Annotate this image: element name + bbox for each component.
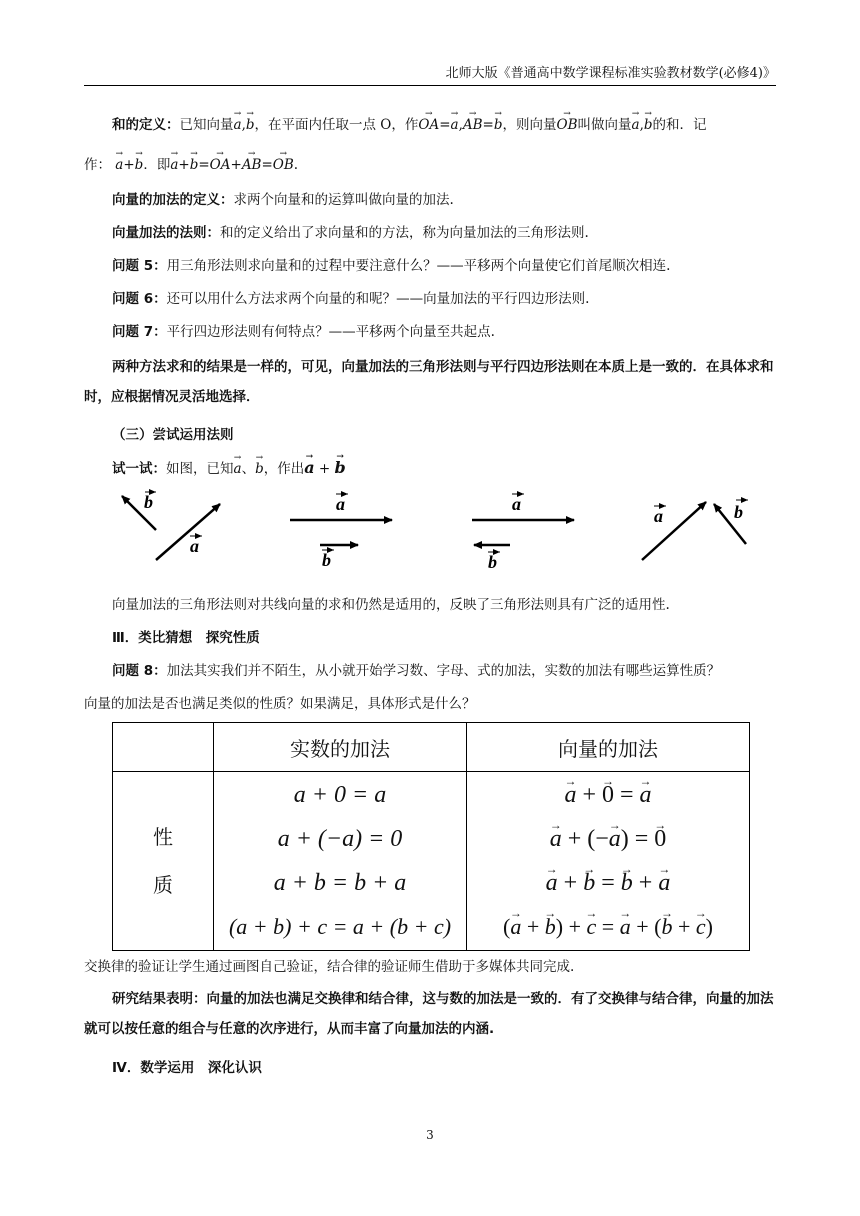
vector-a-1 [156,504,220,560]
label-b-2: b [322,550,331,570]
question-5: 问题 5：用三角形法则求向量和的过程中要注意什么？——平移两个向量使它们首尾顺次相连. [112,258,671,274]
section-iii-title: Ⅲ．类比猜想 探究性质 [112,630,260,646]
vector-a-4 [642,502,706,560]
addition-rule: 向量加法的法则：和的定义给出了求向量和的方法，称为向量加法的三角形法则. [112,225,589,241]
vector-properties: → a + → 0 = → a → a + (−→ a) = → 0 → a + → b = → b + → a (→ a + → b) + → c = → a + (→ b + → c) [467,772,750,951]
question-7: 问题 7：平行四边形法则有何特点？——平移两个向量至共起点. [112,324,495,340]
result-paragraph: 研究结果表明：向量的加法也满足交换律和结合律，这与数的加法是一致的．有了交换律与结合律，向量的加法就可以按任意的组合与任意的次序进行，从而丰富了向量加法的内涵. [84,991,774,1037]
real-properties: a + 0 = a a + (−a) = 0 a + b = b + a (a + b) + c = a + (b + c) [214,772,467,951]
addition-definition: 向量的加法的定义：求两个向量和的运算叫做向量的加法. [112,192,454,208]
table-side-label: 性 质 [113,772,214,951]
page-number: 3 [426,1128,434,1142]
vector-diagram [84,486,776,586]
label-b-1: b [144,492,153,512]
question-8-line-2: 向量的加法是否也满足类似的性质？如果满足，具体形式是什么？ [84,696,476,712]
question-6: 问题 6：还可以用什么方法求两个向量的和呢？——向量加法的平行四边形法则. [112,291,590,307]
label-a-1: a [190,536,199,556]
vector-diagram-svg [84,486,776,586]
conclusion-paragraph: 两种方法求和的结果是一样的，可见，向量加法的三角形法则与平行四边形法则在本质上是一致的．在具体求和时，应根据情况灵活地选择． [84,359,774,405]
collinear-note: 向量加法的三角形法则对共线向量的求和仍然是适用的，反映了三角形法则具有广泛的适用性. [112,597,670,613]
question-8-line-1: 问题 8：加法其实我们并不陌生，从小就开始学习数、字母、式的加法，实数的加法有哪些运算性质？ [112,663,721,679]
label-a-2: a [336,494,345,514]
sum-definition-label: 和的定义： [112,117,180,133]
col-header-real: 实数的加法 [214,723,467,772]
section-iv-title: Ⅳ．数学运用 深化认识 [112,1060,262,1076]
properties-table [112,722,750,951]
verify-note: 交换律的验证让学生通过画图自己验证，结合律的验证师生借助于多媒体共同完成. [84,959,575,975]
label-b-4: b [734,502,743,522]
section-3-title: （三）尝试运用法则 [112,427,234,443]
label-a-3: a [512,494,521,514]
try-it-line: 试一试：如图，已知→ a、→ b，作出→ a + → b [84,457,804,480]
label-b-3: b [488,552,497,572]
col-header-vector: 向量的加法 [467,723,750,772]
sum-definition-line-1: 和的定义：已知向量→ a,→ b，在平面内任取一点 O，作→ OA=→ a,→ AB=→ b，则向量→ OB叫做向量→ a,→ b的和．记 [84,114,804,136]
label-a-4: a [654,506,663,526]
page-header: 北师大版《普通高中数学课程标准实验教材数学(必修4)》 [84,62,776,86]
sum-definition-line-2: 作： → a+→ b．即→ a+→ b=→ OA+→ AB=→ OB. [84,154,776,176]
table-corner-cell [113,723,214,772]
